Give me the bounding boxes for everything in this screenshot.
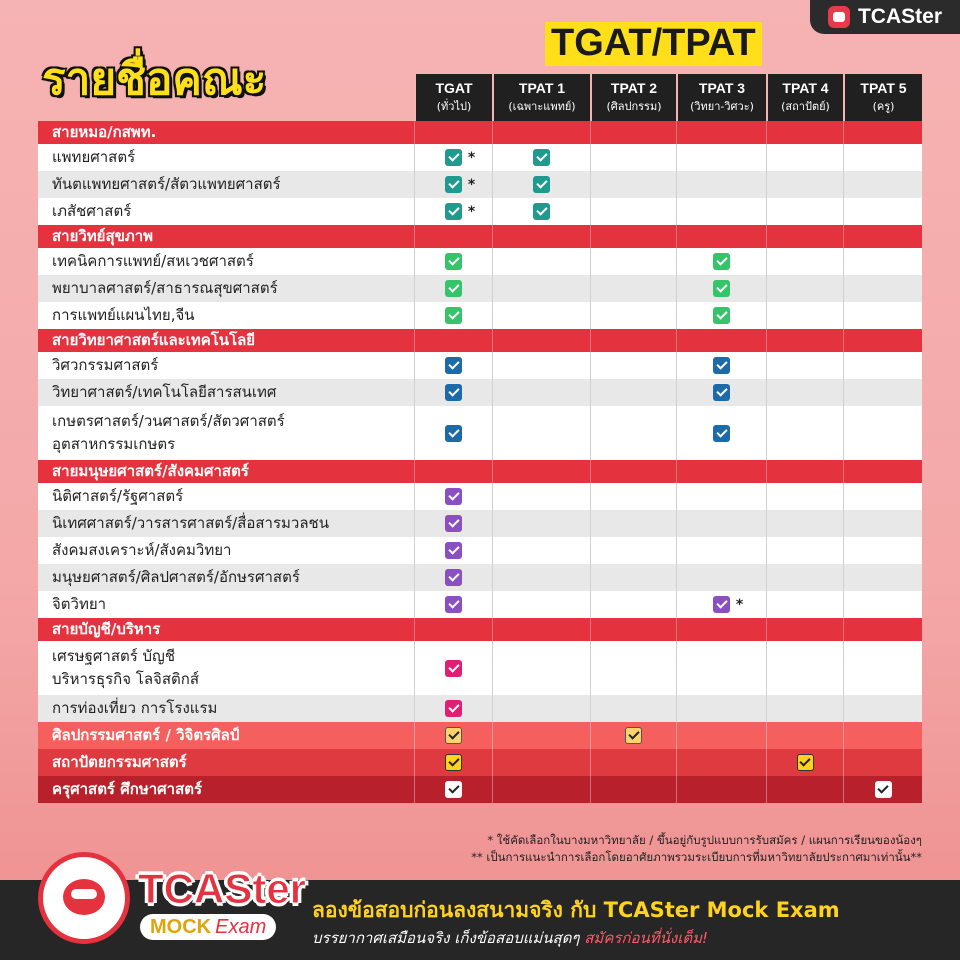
promo-subline [312,926,708,950]
table-cell [492,483,590,510]
footnote: ** เป็นการแนะนำการเลือกโดยอาศัยภาพรวมระเบียบการที่มหาวิทยาลัยประกาศมาเท่านั้น** [471,850,922,865]
faculty-name-line: แพทยศาสตร์ [52,147,136,166]
checkmark-icon [445,203,462,220]
table-cell [590,460,676,483]
faculty-name-line: มนุษยศาสตร์/ศิลปศาสตร์/อักษรศาสตร์ [52,567,300,586]
table-cell [676,406,766,460]
table-cell [843,248,922,275]
table-row [38,722,922,749]
table-cell [843,198,922,225]
table-row [38,171,922,198]
faculty-name [38,641,414,695]
table-cell [676,121,766,144]
table-cell [492,144,590,171]
faculty-name-line: เกษตรศาสตร์/วนศาสตร์/สัตวศาสตร์ [52,411,285,430]
table-row [38,483,922,510]
table-row [38,302,922,329]
table-cell [492,695,590,722]
table-cell [492,275,590,302]
checkmark-icon [713,384,730,401]
table-cell [676,144,766,171]
table-cell [414,722,492,749]
table-cell [766,352,843,379]
table-cell [414,144,492,171]
table-cell [843,641,922,695]
mascot-logo-icon [38,852,130,944]
table-cell [414,406,492,460]
table-cell [414,749,492,776]
table-cell [414,121,492,144]
table-cell [492,171,590,198]
table-cell [590,618,676,641]
table-cell [590,275,676,302]
promo-headline: ลองข้อสอบก่อนลงสนามจริง กับ TCASter Mock Exam [312,898,840,922]
column-sublabel: (ครู) [872,100,895,113]
table-cell [766,171,843,198]
checkmark-icon [533,176,550,193]
table-cell [843,329,922,352]
table-cell [590,302,676,329]
footnotes [471,832,922,867]
column-label: TPAT 2 [610,80,658,96]
table-row [38,352,922,379]
faculty-name [38,564,414,591]
table-row [38,144,922,171]
faculty-name-line: การท่องเที่ยว การโรงแรม [52,698,218,717]
faculty-name-line: พยาบาลศาสตร์/สาธารณสุขศาสตร์ [52,278,278,297]
faculty-name-line: สายบัญชี/บริหาร [52,619,161,638]
table-cell [492,510,590,537]
table-cell [843,275,922,302]
table-cell [492,537,590,564]
checkmark-icon [445,176,462,193]
faculty-name [38,591,414,618]
checkmark-icon [445,280,462,297]
table-cell [492,248,590,275]
table-cell [414,329,492,352]
table-cell [843,406,922,460]
table-cell [843,144,922,171]
checkmark-icon [445,149,462,166]
table-cell [766,275,843,302]
asterisk-note: * [467,203,476,220]
checkmark-icon [445,488,462,505]
table-cell [590,225,676,248]
table-cell [414,695,492,722]
checkmark-icon [445,781,462,798]
table-row [38,275,922,302]
table-cell [766,564,843,591]
brand-badge [810,0,960,34]
checkmark-icon [445,542,462,559]
checkmark-icon [445,569,462,586]
table-cell [492,618,590,641]
table-cell [843,591,922,618]
table-cell [414,352,492,379]
checkmark-icon [445,754,462,771]
table-cell [843,537,922,564]
table-cell [843,749,922,776]
column-header [414,74,492,121]
category-row [38,618,922,641]
table-cell [676,225,766,248]
checkmark-icon [445,307,462,324]
table-cell [590,121,676,144]
tcaster-logo-icon [828,6,850,28]
table-cell [843,722,922,749]
table-cell [766,248,843,275]
table-cell [766,776,843,803]
table-cell [766,483,843,510]
table-row [38,248,922,275]
category-label [38,121,414,144]
table-cell [414,537,492,564]
table-cell [676,564,766,591]
table-cell [766,225,843,248]
table-row [38,591,922,618]
faculty-name [38,406,414,460]
checkmark-icon [445,515,462,532]
table-cell [492,225,590,248]
table-cell [843,379,922,406]
checkmark-icon [713,253,730,270]
table-cell [676,618,766,641]
column-label: TPAT 1 [518,80,566,96]
table-cell [590,171,676,198]
table-cell [676,302,766,329]
table-cell [414,275,492,302]
table-cell [676,722,766,749]
table-cell [492,352,590,379]
mock-brand-title: TCASter [138,865,307,912]
table-row [38,537,922,564]
checkmark-icon [713,280,730,297]
asterisk-note: * [735,596,744,613]
checkmark-icon [533,149,550,166]
table-cell [414,198,492,225]
table-cell [676,483,766,510]
table-cell [590,406,676,460]
faculty-name-line: วิศวกรรมศาสตร์ [52,355,159,374]
table-cell [766,537,843,564]
table-cell [492,641,590,695]
table-cell [676,329,766,352]
table-cell [414,379,492,406]
faculty-name-line: การแพทย์แผนไทย,จีน [52,305,195,324]
faculty-name [38,171,414,198]
table-cell [766,510,843,537]
table-cell [676,379,766,406]
table-cell [590,352,676,379]
table-cell [414,171,492,198]
faculty-name-line: เภสัชศาสตร์ [52,201,132,220]
table-cell [590,510,676,537]
table-row [38,641,922,695]
table-cell [492,776,590,803]
table-cell [843,695,922,722]
table-cell [676,537,766,564]
column-label: TPAT 3 [698,80,746,96]
table-cell [590,379,676,406]
mock-exam-label [140,914,276,940]
faculty-name [38,302,414,329]
table-cell [590,329,676,352]
category-row [38,329,922,352]
table-cell [676,352,766,379]
exam-heading: TGAT/TPAT [545,22,762,66]
faculty-name-line: สายวิทย์สุขภาพ [52,226,154,245]
table-cell [414,776,492,803]
table-cell [414,591,492,618]
table-cell [590,483,676,510]
column-sublabel: (ศิลปกรรม) [606,100,662,113]
table-cell [843,352,922,379]
checkmark-icon [445,660,462,677]
category-label [38,618,414,641]
faculty-name [38,510,414,537]
faculty-name [38,248,414,275]
faculty-name-line: ครุศาสตร์ ศึกษาศาสตร์ [52,779,203,798]
checkmark-icon [713,357,730,374]
category-label [38,329,414,352]
table-cell [492,379,590,406]
table-cell [843,618,922,641]
table-cell [590,248,676,275]
table-cell [590,695,676,722]
mock-label: MOCK [150,915,212,938]
table-cell [766,379,843,406]
table-cell [766,144,843,171]
column-header [590,74,676,121]
table-body [38,121,922,803]
faculty-name [38,722,414,749]
promo-subline-text: บรรยากาศเสมือนจริง เก็งข้อสอบแม่นสุดๆ [312,929,580,947]
table-cell [843,510,922,537]
table-cell [492,302,590,329]
table-cell [843,302,922,329]
table-cell [843,460,922,483]
table-cell [676,198,766,225]
table-cell [492,591,590,618]
checkmark-icon [445,384,462,401]
faculty-name-line: สายมนุษยศาสตร์/สังคมศาสตร์ [52,461,249,480]
table-cell [590,564,676,591]
faculty-name-line: นิเทศศาสตร์/วารสารศาสตร์/สื่อสารมวลชน [52,513,329,532]
table-cell [766,329,843,352]
table-cell [590,144,676,171]
checkmark-icon [445,700,462,717]
table-row [38,776,922,803]
table-row [38,379,922,406]
table-cell [676,695,766,722]
faculty-name-line: บริหารธุรกิจ โลจิสติกส์ [52,670,199,688]
faculty-name [38,749,414,776]
faculty-name-line: สายวิทยาศาสตร์และเทคโนโลยี [52,330,256,349]
brand-name: TCASter [857,5,942,28]
category-row [38,460,922,483]
table-cell [766,618,843,641]
checkmark-icon [797,754,814,771]
table-row [38,695,922,722]
table-cell [766,302,843,329]
column-sublabel: (เฉพาะแพทย์) [508,100,576,113]
table-cell [492,722,590,749]
column-sublabel: (วิทยา-วิศวะ) [690,100,754,113]
faculty-name-line: อุตสาหกรรมเกษตร [52,435,176,453]
exam-label: Exam [215,915,267,938]
table-cell [843,121,922,144]
faculty-name [38,275,414,302]
table-cell [676,171,766,198]
faculty-name [38,537,414,564]
table-cell [676,248,766,275]
faculty-name-line: ศิลปกรรมศาสตร์ / วิจิตรศิลป์ [52,725,240,744]
table-cell [492,329,590,352]
faculty-name-line: เทคนิคการแพทย์/สหเวชศาสตร์ [52,251,254,270]
table-cell [676,510,766,537]
table-cell [843,171,922,198]
table-cell [414,302,492,329]
promo-cta-text: สมัครก่อนที่นั่งเต็ม! [584,929,708,947]
table-cell [590,537,676,564]
table-cell [766,460,843,483]
category-row [38,225,922,248]
checkmark-icon [713,425,730,442]
table-cell [766,121,843,144]
category-row [38,121,922,144]
table-row [38,406,922,460]
faculty-name-line: สังคมสงเคราะห์/สังคมวิทยา [52,540,232,559]
table-cell [766,198,843,225]
faculty-name-line: เศรษฐศาสตร์ บัญชี [52,646,176,665]
faculty-name-line: วิทยาศาสตร์/เทคโนโลยีสารสนเทศ [52,382,277,401]
faculty-name-line: นิติศาสตร์/รัฐศาสตร์ [52,486,184,505]
column-sublabel: (สถาปัตย์) [781,100,830,113]
table-cell [492,406,590,460]
table-cell [414,460,492,483]
checkmark-icon [445,253,462,270]
footnote: * ใช้คัดเลือกในบางมหาวิทยาลัย / ขึ้นอยู่กับรูปแบบการรับสมัคร / แผนการเรียนของน้องๆ [487,833,922,847]
column-label: TPAT 4 [782,80,829,96]
table-row [38,749,922,776]
table-cell [590,776,676,803]
table-cell [590,591,676,618]
table-cell [766,695,843,722]
table-row [38,564,922,591]
checkmark-icon [445,727,462,744]
faculty-name [38,695,414,722]
faculty-name-line: จิตวิทยา [52,594,107,613]
table-cell [766,641,843,695]
column-header [676,74,766,121]
table-cell [843,225,922,248]
table-cell [676,591,766,618]
table-cell [843,776,922,803]
column-header [492,74,590,121]
table-cell [590,749,676,776]
table-cell [766,722,843,749]
category-label [38,225,414,248]
column-label: TPAT 5 [860,80,907,96]
column-label: TGAT [435,80,473,96]
table-cell [676,776,766,803]
table-cell [492,460,590,483]
category-label [38,460,414,483]
table-row [38,198,922,225]
table-cell [414,510,492,537]
page-title: รายชื่อคณะ [42,54,267,105]
faculty-name [38,483,414,510]
table-cell [492,121,590,144]
column-sublabel: (ทั่วไป) [436,100,472,113]
table-cell [414,248,492,275]
faculty-name [38,144,414,171]
faculty-name-line: ทันตแพทยศาสตร์/สัตวแพทยศาสตร์ [52,174,281,193]
table-cell [414,618,492,641]
faculty-name [38,379,414,406]
faculty-name [38,352,414,379]
checkmark-icon [533,203,550,220]
table-cell [590,198,676,225]
table-cell [590,641,676,695]
checkmark-icon [445,357,462,374]
table-cell [766,406,843,460]
faculty-name [38,776,414,803]
asterisk-note: * [467,176,476,193]
table-cell [766,749,843,776]
faculty-name [38,198,414,225]
table-cell [590,722,676,749]
table-cell [414,225,492,248]
checkmark-icon [445,425,462,442]
column-header [766,74,843,121]
table-cell [676,641,766,695]
table-row [38,510,922,537]
checkmark-icon [625,727,642,744]
faculty-name-line: สายหมอ/กสพท. [52,122,157,141]
asterisk-note: * [467,149,476,166]
faculty-exam-table [38,74,922,803]
table-cell [492,198,590,225]
checkmark-icon [713,596,730,613]
table-header [38,74,922,121]
checkmark-icon [713,307,730,324]
table-cell [492,564,590,591]
table-cell [843,483,922,510]
table-cell [414,641,492,695]
table-cell [676,460,766,483]
table-cell [676,275,766,302]
faculty-name-line: สถาปัตยกรรมศาสตร์ [52,752,187,771]
column-header [843,74,922,121]
table-cell [843,564,922,591]
table-cell [766,591,843,618]
table-cell [414,564,492,591]
checkmark-icon [875,781,892,798]
table-cell [414,483,492,510]
checkmark-icon [445,596,462,613]
table-cell [492,749,590,776]
table-cell [676,749,766,776]
